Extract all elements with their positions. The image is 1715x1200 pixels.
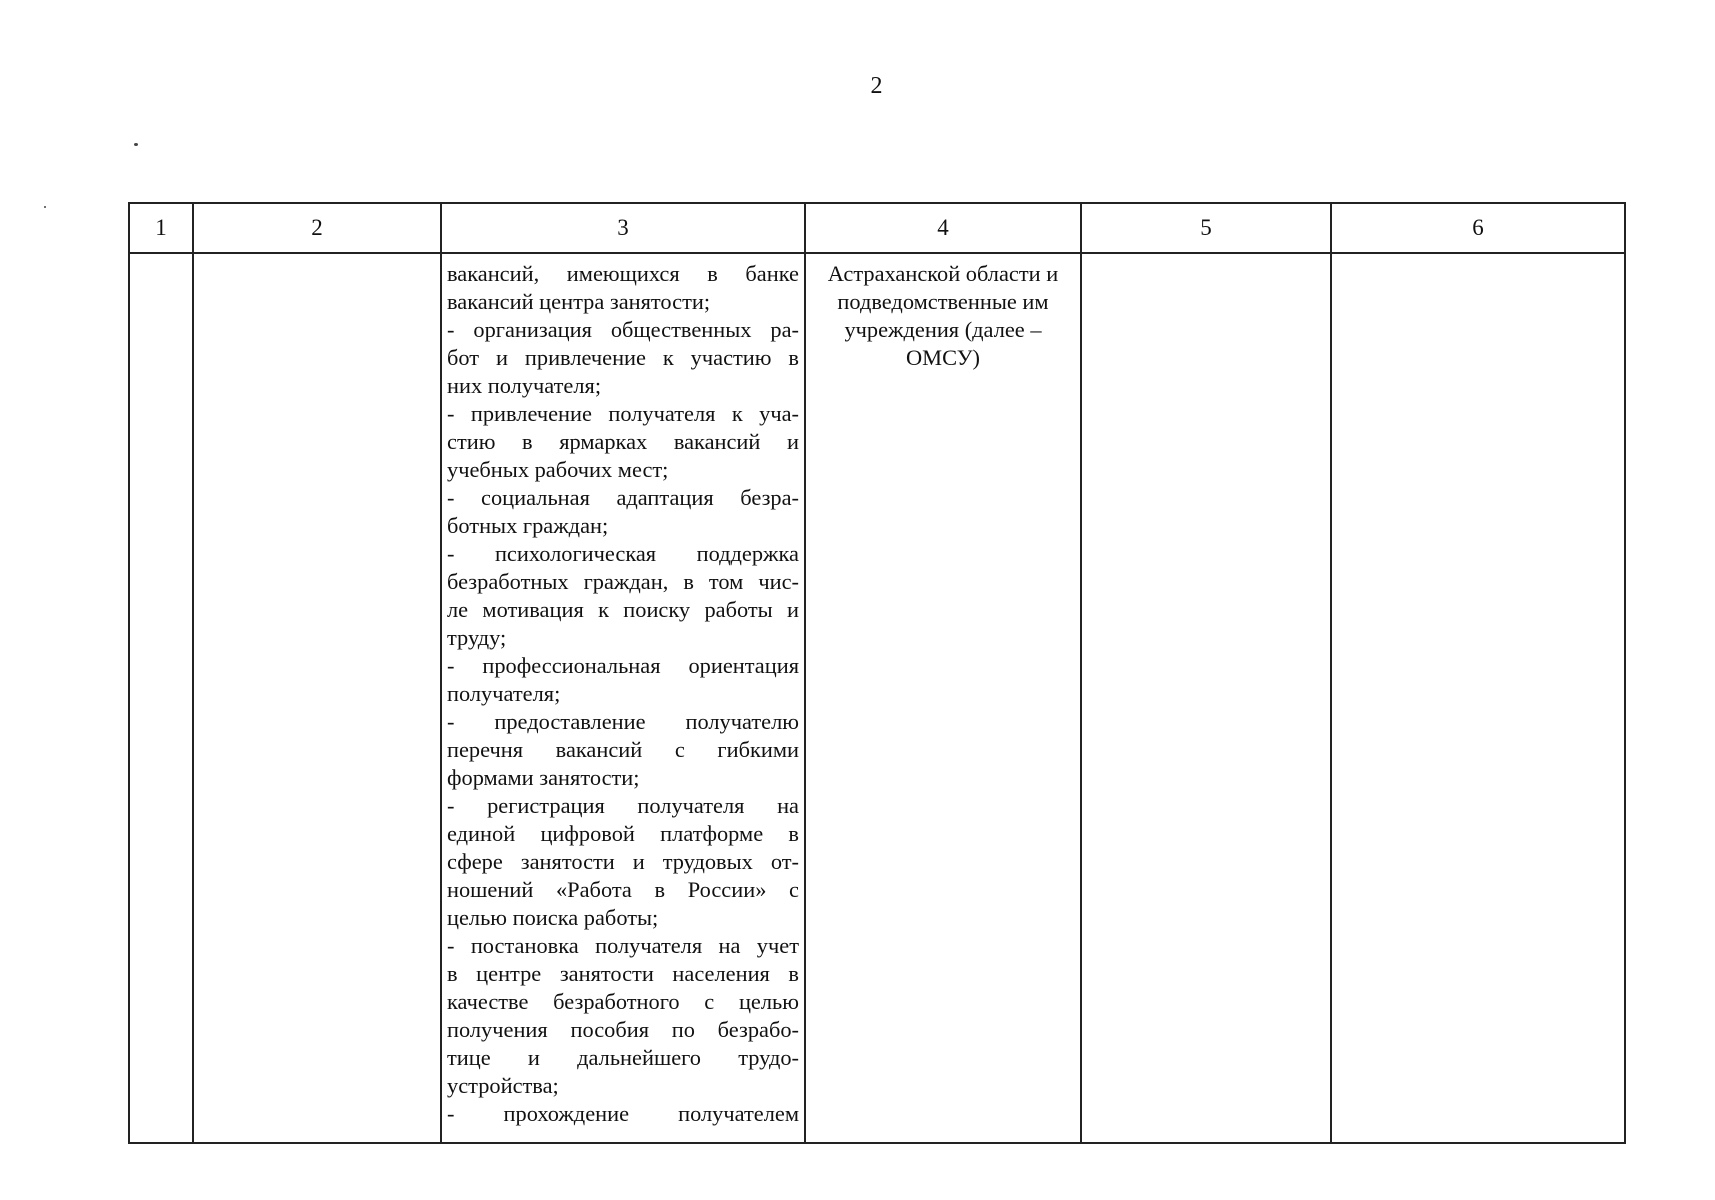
cell-col-3 bbox=[441, 253, 805, 1143]
cell-col-1 bbox=[129, 253, 193, 1143]
text-line: ношений «Работа в России» с bbox=[447, 877, 799, 902]
text-line: - прохождение получателем bbox=[447, 1101, 799, 1126]
executor-text bbox=[806, 254, 1080, 372]
cell-col-4 bbox=[805, 253, 1081, 1143]
text-line: устройства; bbox=[447, 1073, 559, 1098]
text-line: - профессиональная ориентация bbox=[447, 653, 799, 678]
text-line: - психологическая поддержка bbox=[447, 541, 799, 566]
scan-speck bbox=[134, 143, 138, 146]
table-row bbox=[129, 253, 1625, 1143]
text-line: - предоставление получателю bbox=[447, 709, 799, 734]
text-line: целью поиска работы; bbox=[447, 905, 659, 930]
text-line: в центре занятости населения в bbox=[447, 961, 799, 986]
text-line: перечня вакансий с гибкими bbox=[447, 737, 799, 762]
text-line: - привлечение получателя к уча- bbox=[447, 401, 799, 426]
text-line: вакансий, имеющихся в банке bbox=[447, 261, 799, 286]
text-line: вакансий центра занятости; bbox=[447, 289, 711, 314]
scan-speck bbox=[44, 206, 46, 208]
header-cell-3: 3 bbox=[441, 203, 805, 253]
text-line: подведомственные им bbox=[837, 289, 1049, 314]
table-header-row bbox=[129, 203, 1625, 253]
text-line: них получателя; bbox=[447, 373, 602, 398]
text-line: - социальная адаптация безра- bbox=[447, 485, 799, 510]
text-line: стию в ярмарках вакансий и bbox=[447, 429, 799, 454]
header-cell-1: 1 bbox=[129, 203, 193, 253]
header-cell-2: 2 bbox=[193, 203, 441, 253]
text-line: тице и дальнейшего трудо- bbox=[447, 1045, 799, 1070]
text-line: безработных граждан, в том чис- bbox=[447, 569, 799, 594]
header-cell-4: 4 bbox=[805, 203, 1081, 253]
text-line: качестве безработного с целью bbox=[447, 989, 799, 1014]
text-line: учреждения (далее – bbox=[844, 317, 1042, 342]
text-line: сфере занятости и трудовых от- bbox=[447, 849, 799, 874]
text-line: единой цифровой платформе в bbox=[447, 821, 799, 846]
text-line: - организация общественных ра- bbox=[447, 317, 799, 342]
text-line: бот и привлечение к участию в bbox=[447, 345, 799, 370]
text-line: ботных граждан; bbox=[447, 513, 609, 538]
page-number: 2 bbox=[870, 73, 883, 99]
cell-col-2 bbox=[193, 253, 441, 1143]
text-line: формами занятости; bbox=[447, 765, 640, 790]
cell-col-6 bbox=[1331, 253, 1625, 1143]
text-line: получателя; bbox=[447, 681, 561, 706]
text-line: - постановка получателя на учет bbox=[447, 933, 799, 958]
text-line: ле мотивация к поиску работы и bbox=[447, 597, 799, 622]
header-cell-6: 6 bbox=[1331, 203, 1625, 253]
text-line: - регистрация получателя на bbox=[447, 793, 799, 818]
text-line: труду; bbox=[447, 625, 507, 650]
text-line: получения пособия по безрабо- bbox=[447, 1017, 799, 1042]
text-line: учебных рабочих мест; bbox=[447, 457, 669, 482]
text-line: Астраханской области и bbox=[827, 261, 1059, 286]
document-table bbox=[128, 202, 1626, 1144]
services-list-text bbox=[442, 254, 804, 1128]
header-cell-5: 5 bbox=[1081, 203, 1331, 253]
text-line: ОМСУ) bbox=[905, 345, 981, 370]
cell-col-5 bbox=[1081, 253, 1331, 1143]
